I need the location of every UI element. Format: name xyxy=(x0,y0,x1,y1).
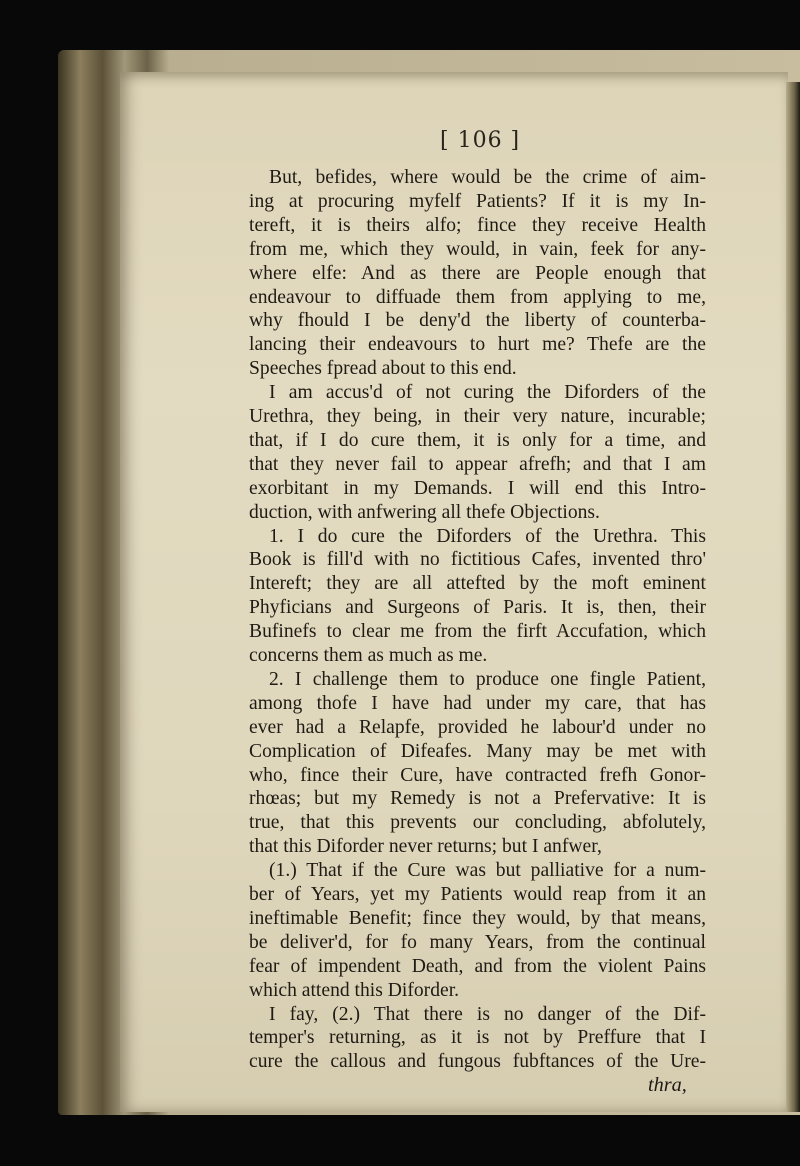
text-line: 1. I do cure the Diforders of the Urethra. This xyxy=(269,525,706,547)
text-line: who, fince their Cure, have contracted frefh Gonor- xyxy=(249,764,706,786)
text-line: (1.) That if the Cure was but palliative for a num- xyxy=(269,860,706,882)
text-line: Complication of Difeafes. Many may be met with xyxy=(249,740,706,762)
text-line: 2. I challenge them to produce one fingle Patient, xyxy=(269,668,706,690)
text-line: ber of Years, yet my Patients would reap from it an xyxy=(249,884,706,905)
text-line: fear of impendent Death, and from the violent Pains xyxy=(249,955,706,977)
text-line: that, if I do cure them, it is only for a time, and xyxy=(249,429,706,451)
text-line: ineftimable Benefit; fince they would, by that means, xyxy=(249,907,706,929)
text-line: which attend this Diforder. xyxy=(249,979,460,1001)
text-line: tereft, it is theirs alfo; fince they receive Health xyxy=(249,214,706,236)
text-line: Book is fill'd with no fictitious Cafes, invented thro' xyxy=(249,549,706,571)
catchword: thra, xyxy=(648,1074,687,1097)
text-line: ever had a Relapfe, provided he labour'd under no xyxy=(249,716,706,738)
text-line: duction, with anfwering all thefe Objections. xyxy=(249,501,600,523)
text-line: among thofe I have had under my care, that has xyxy=(249,692,706,714)
text-line: ing at procuring myfelf Patients? If it is my In- xyxy=(249,190,706,212)
text-line: concerns them as much as me. xyxy=(249,645,488,666)
text-line: be deliver'd, for fo many Years, from the continual xyxy=(249,931,706,953)
text-line: from me, which they would, in vain, feek for any- xyxy=(249,238,706,260)
text-line: Phyficians and Surgeons of Paris. It is, then, their xyxy=(249,597,706,619)
page-header: [ 106 ] xyxy=(440,128,521,153)
text-line: Speeches fpread about to this end. xyxy=(249,358,517,380)
text-line: rhœas; but my Remedy is not a Prefervative: It is xyxy=(249,788,706,810)
text-line: temper's returning, as it is not by Preffure that I xyxy=(249,1027,706,1049)
text-line: that this Diforder never returns; but I anfwer, xyxy=(249,836,602,858)
text-line: where elfe: And as there are People enough that xyxy=(249,262,706,284)
text-line: But, befides, where would be the crime of aim- xyxy=(269,167,706,188)
text-line: exorbitant in my Demands. I will end this Intro- xyxy=(249,477,706,499)
text-line: I fay, (2.) That there is no danger of the Dif- xyxy=(269,1003,706,1025)
text-line: Intereft; they are all attefted by the moft eminent xyxy=(249,573,706,595)
text-line: I am accus'd of not curing the Diforders of the xyxy=(269,382,706,404)
text-line: cure the callous and fungous fubftances of the Ure- xyxy=(249,1051,706,1073)
text-line: lancing their endeavours to hurt me? Thefe are the xyxy=(249,334,706,356)
text-line: that they never fail to appear afrefh; and that I am xyxy=(249,453,706,475)
text-line: endeavour to diffuade them from applying to me, xyxy=(249,286,706,308)
text-line: why fhould I be deny'd the liberty of counterba- xyxy=(249,310,706,332)
text-line: Urethra, they being, in their very nature, incurable; xyxy=(249,406,706,427)
text-line: Bufinefs to clear me from the firft Accufation, which xyxy=(249,621,706,643)
text-line: true, that this prevents our concluding, abfolutely, xyxy=(249,812,706,834)
